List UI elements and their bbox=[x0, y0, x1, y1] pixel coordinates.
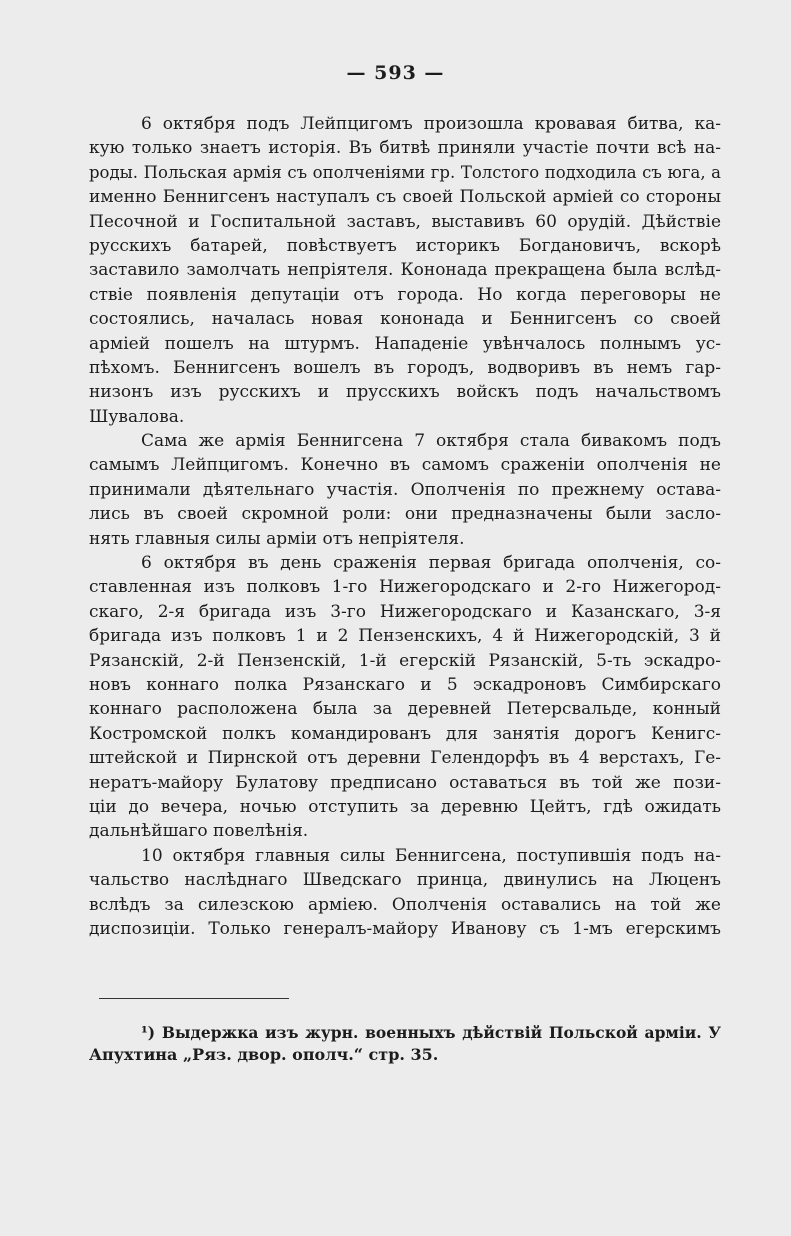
text-line: кую только знаетъ исторія. Въ битвѣ приняли участіе почти всѣ на- bbox=[89, 138, 721, 159]
text-line: новъ коннаго полка Рязанскаго и 5 эскадроновъ Симбирскаго bbox=[89, 674, 721, 695]
text-line: 6 октября подъ Лейпцигомъ произошла кровавая битва, ка- bbox=[141, 114, 721, 134]
text-line: скаго, 2-я бригада изъ 3-го Нижегородскаго и Казанскаго, 3-я bbox=[89, 601, 721, 622]
text-line: ствіе появленія депутаціи отъ города. Но когда переговоры не bbox=[89, 284, 721, 305]
footnote-line: Апухтина „Ряз. двор. ополч.“ стр. 35. bbox=[89, 1045, 439, 1064]
text-line: низонъ изъ русскихъ и прусскихъ войскъ подъ начальствомъ bbox=[89, 382, 721, 403]
text-line: вслѣдъ за силезскою арміею. Ополченія оставались на той же bbox=[89, 894, 721, 915]
text-line: нять главныя силы арміи отъ непріятеля. bbox=[89, 528, 465, 549]
text-line: русскихъ батарей, повѣствуетъ историкъ Богдановичъ, вскорѣ bbox=[89, 235, 721, 256]
text-line: штейской и Пирнской отъ деревни Гелендорфъ въ 4 верстахъ, Ге- bbox=[89, 748, 721, 769]
footnote bbox=[89, 1022, 721, 1066]
text-line: 10 октября главныя силы Беннигсена, поступившія подъ на- bbox=[141, 845, 721, 866]
text-line: чальство наслѣднаго Шведскаго принца, двинулись на Люценъ bbox=[89, 870, 721, 891]
text-line: роды. Польская армія съ ополченіями гр. Толстого подходила съ юга, а bbox=[89, 162, 721, 182]
text-line: 6 октября въ день сраженія первая бригада ополченія, со- bbox=[141, 553, 721, 574]
text-line: состоялись, началась новая кононада и Беннигсенъ со своей bbox=[89, 309, 721, 330]
text-line: бригада изъ полковъ 1 и 2 Пензенскихъ, 4 й Нижегородскій, 3 й bbox=[89, 626, 721, 647]
text-line: коннаго расположена была за деревней Петерсвальде, конный bbox=[89, 699, 721, 720]
text-line: Шувалова. bbox=[89, 406, 185, 427]
text-line: лись въ своей скромной роли: они предназначены были заслo- bbox=[89, 504, 721, 525]
footnote-line: ¹) Выдержка изъ журн. военныхъ дѣйствій Польской арміи. У bbox=[141, 1023, 721, 1042]
text-line: заставило замолчать непріятеля. Кононада прекращена была вслѣд- bbox=[89, 260, 721, 281]
main-text bbox=[89, 112, 721, 941]
page-number: — 593 — bbox=[346, 62, 445, 84]
text-line: Песочной и Госпитальной заставъ, выставивъ 60 орудій. Дѣйствіе bbox=[89, 211, 721, 232]
text-line: арміей пошелъ на штурмъ. Нападеніе увѣнчалось полнымъ ус- bbox=[89, 333, 721, 354]
text-line: именно Беннигсенъ наступалъ съ своей Польской арміей со стороны bbox=[89, 187, 721, 208]
footnote-divider bbox=[99, 998, 289, 999]
text-line: диспозиціи. Только генералъ-майору Иванову съ 1-мъ егерскимъ bbox=[89, 918, 721, 939]
text-line: Рязанскій, 2-й Пензенскій, 1-й егерскій Рязанскій, 5-ть эскадро- bbox=[89, 650, 721, 671]
text-line: ставленная изъ полковъ 1-го Нижегородскаго и 2-го Нижегород- bbox=[89, 577, 721, 598]
text-line: нератъ-майору Булатову предписано оставаться въ той же пози- bbox=[89, 772, 721, 793]
text-line: принимали дѣятельнаго участія. Ополченія по прежнему остава- bbox=[89, 479, 721, 500]
text-line: ціи до вечера, ночью отступить за деревню Цейтъ, гдѣ ожидать bbox=[89, 796, 721, 817]
text-line: пѣхомъ. Беннигсенъ вошелъ въ городъ, водворивъ въ немъ гар- bbox=[89, 357, 721, 378]
text-line: Сама же армія Беннигсена 7 октября стала бивакомъ подъ bbox=[141, 431, 721, 452]
text-line: самымъ Лейпцигомъ. Конечно въ самомъ сраженіи ополченія не bbox=[89, 455, 721, 476]
text-line: дальнѣйшаго повелѣнія. bbox=[89, 821, 309, 842]
text-line: Костромской полкъ командированъ для занятія дорогъ Кенигс- bbox=[89, 723, 721, 744]
